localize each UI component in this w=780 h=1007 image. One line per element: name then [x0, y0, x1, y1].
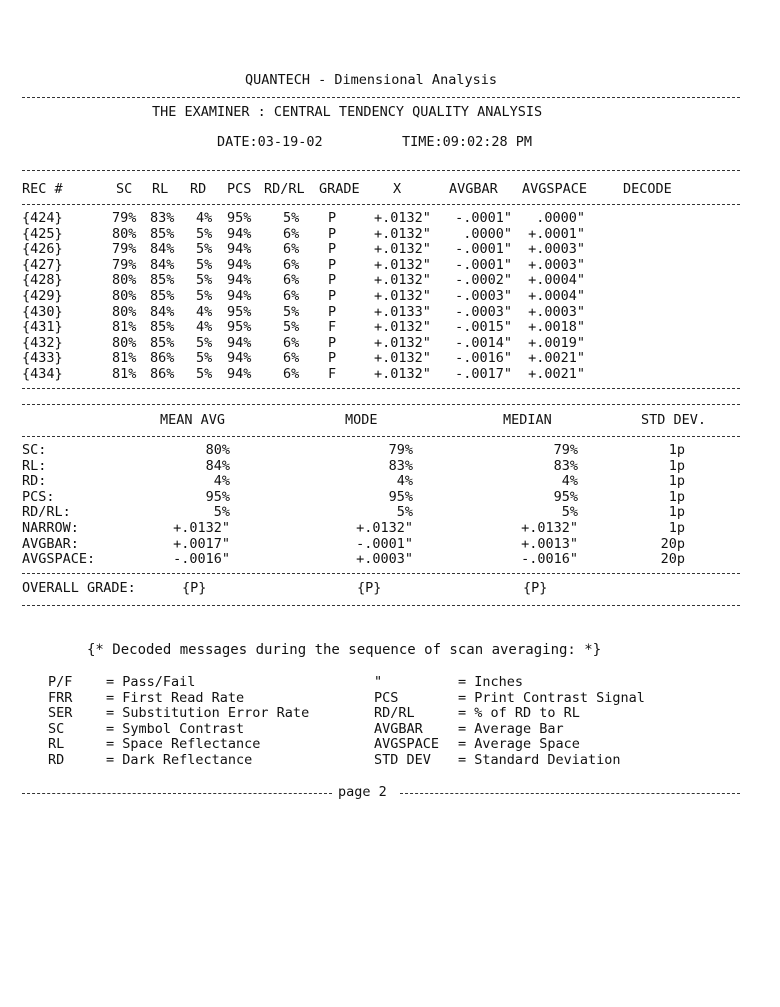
stats-mode: 5% [396, 504, 413, 521]
stats-std: 20p [660, 535, 685, 552]
cell-x: +.0132" [374, 210, 431, 226]
legend-abbr: PCS [374, 689, 399, 706]
stats-label: AVGSPACE: [22, 551, 96, 568]
stats-label: RL: [22, 457, 47, 474]
cell-x: +.0132" [374, 319, 431, 336]
cell-pcs: 94% [227, 256, 252, 273]
stats-mean: 95% [205, 488, 230, 505]
cell-pcs: 94% [227, 241, 252, 258]
cell-rl: 83% [150, 210, 175, 226]
cell-grade: P [328, 256, 337, 273]
divider [22, 573, 740, 574]
cell-rd: 5% [196, 241, 213, 258]
cell-avgspace: +.0003" [528, 303, 585, 320]
cell-pcs: 95% [227, 303, 252, 320]
cell-rdrl: 5% [283, 303, 300, 320]
cell-rl: 85% [150, 288, 175, 304]
cell-rl: 85% [150, 319, 175, 336]
legend-abbr: STD DEV [374, 752, 431, 768]
cell-rd: 5% [196, 272, 213, 289]
table-row [0, 226, 780, 242]
cell-grade: P [328, 272, 337, 289]
cell-rd: 5% [196, 350, 213, 367]
cell-avgbar: -.0017" [455, 366, 512, 382]
cell-avgbar: -.0002" [455, 272, 512, 289]
legend-definition: = Symbol Contrast [106, 720, 245, 737]
stats-row [0, 504, 780, 520]
stats-mean: -.0016" [173, 551, 230, 568]
cell-rl: 84% [150, 303, 175, 320]
rec-id: {434} [22, 366, 63, 382]
stats-std: 1p [668, 504, 685, 521]
legend-abbr: AVGSPACE [374, 736, 440, 753]
cell-pcs: 94% [227, 334, 252, 351]
stats-mode: +.0132" [356, 520, 413, 536]
table-row [0, 335, 780, 351]
divider [22, 436, 740, 437]
legend-abbr: SER [48, 705, 73, 722]
legend [0, 674, 780, 774]
cell-rl: 84% [150, 241, 175, 258]
divider [22, 170, 740, 171]
legend-definition: = Dark Reflectance [106, 752, 253, 768]
cell-pcs: 94% [227, 288, 252, 304]
cell-sc: 80% [112, 303, 137, 320]
cell-x: +.0132" [374, 241, 431, 258]
stats-mode: 4% [396, 473, 413, 490]
cell-rd: 5% [196, 288, 213, 304]
stats-table [0, 442, 780, 572]
cell-rdrl: 6% [283, 334, 300, 351]
cell-x: +.0132" [374, 272, 431, 289]
cell-pcs: 94% [227, 225, 252, 242]
legend-definition: = Pass/Fail [106, 674, 196, 690]
rec-id: {425} [22, 225, 63, 242]
cell-rdrl: 6% [283, 350, 300, 367]
legend-definition: = % of RD to RL [458, 705, 580, 722]
legend-definition: = Substitution Error Rate [106, 705, 310, 722]
cell-rl: 85% [150, 334, 175, 351]
cell-rdrl: 6% [283, 241, 300, 258]
page-number: page 2 [338, 784, 387, 800]
legend-definition: = Standard Deviation [458, 752, 621, 768]
report-date: DATE:03-19-02 [217, 134, 323, 150]
cell-rdrl: 6% [283, 366, 300, 382]
stats-mean: 4% [213, 473, 230, 490]
col-header-rl: RL [152, 181, 169, 197]
stats-median: 4% [561, 473, 578, 490]
stats-label: RD/RL: [22, 504, 71, 521]
cell-x: +.0132" [374, 288, 431, 304]
cell-grade: F [328, 319, 337, 336]
stats-row [0, 489, 780, 505]
stats-row [0, 458, 780, 474]
stats-label: NARROW: [22, 520, 79, 536]
cell-sc: 79% [112, 256, 137, 273]
stats-header [0, 412, 780, 430]
legend-definition: = First Read Rate [106, 689, 245, 706]
cell-x: +.0132" [374, 256, 431, 273]
stats-mean: +.0017" [173, 535, 230, 552]
stats-median: -.0016" [521, 551, 578, 568]
divider [22, 97, 740, 98]
overall-grade-mean: {P} [182, 580, 207, 596]
cell-rl: 85% [150, 272, 175, 289]
cell-grade: P [328, 303, 337, 320]
rec-id: {426} [22, 241, 63, 258]
cell-avgspace: +.0001" [528, 225, 585, 242]
cell-x: +.0132" [374, 366, 431, 382]
stats-row [0, 520, 780, 536]
cell-sc: 80% [112, 272, 137, 289]
stats-median: +.0132" [521, 520, 578, 536]
cell-pcs: 94% [227, 350, 252, 367]
rec-id: {428} [22, 272, 63, 289]
rec-id: {430} [22, 303, 63, 320]
stats-mode: +.0003" [356, 551, 413, 568]
cell-sc: 81% [112, 350, 137, 367]
cell-grade: P [328, 210, 337, 226]
stats-median: 79% [553, 442, 578, 458]
cell-avgbar: -.0014" [455, 334, 512, 351]
cell-pcs: 95% [227, 210, 252, 226]
stats-std: 1p [668, 442, 685, 458]
report-subtitle: THE EXAMINER : CENTRAL TENDENCY QUALITY ANALYSIS [152, 104, 543, 120]
cell-rd: 5% [196, 225, 213, 242]
records-header [0, 181, 780, 199]
cell-x: +.0132" [374, 225, 431, 242]
cell-avgspace: +.0004" [528, 288, 585, 304]
stats-median: 5% [561, 504, 578, 521]
cell-rl: 86% [150, 350, 175, 367]
cell-pcs: 94% [227, 272, 252, 289]
stats-std: 1p [668, 457, 685, 474]
stats-row [0, 442, 780, 458]
footer [22, 784, 740, 804]
cell-sc: 80% [112, 288, 137, 304]
divider [22, 404, 740, 405]
stats-mean: 84% [205, 457, 230, 474]
rec-id: {431} [22, 319, 63, 336]
legend-abbr: P/F [48, 674, 73, 690]
rec-id: {424} [22, 210, 63, 226]
divider [22, 204, 740, 205]
cell-rdrl: 6% [283, 256, 300, 273]
table-row [0, 272, 780, 288]
cell-sc: 80% [112, 225, 137, 242]
cell-rd: 4% [196, 303, 213, 320]
cell-avgspace: +.0019" [528, 334, 585, 351]
col-header-avgbar: AVGBAR [449, 181, 498, 197]
cell-pcs: 95% [227, 319, 252, 336]
cell-avgbar: -.0003" [455, 288, 512, 304]
stats-label: RD: [22, 473, 47, 490]
stats-label: AVGBAR: [22, 535, 79, 552]
stats-mean: +.0132" [173, 520, 230, 536]
stats-label: SC: [22, 442, 47, 458]
cell-avgbar: -.0015" [455, 319, 512, 336]
cell-rdrl: 5% [283, 210, 300, 226]
cell-sc: 79% [112, 210, 137, 226]
cell-rd: 5% [196, 334, 213, 351]
cell-x: +.0132" [374, 350, 431, 367]
legend-abbr: FRR [48, 689, 73, 706]
legend-definition: = Average Bar [458, 720, 564, 737]
cell-avgspace: +.0018" [528, 319, 585, 336]
cell-grade: P [328, 350, 337, 367]
legend-heading: {* Decoded messages during the sequence of scan averaging: *} [87, 642, 602, 658]
table-row [0, 304, 780, 320]
cell-rdrl: 6% [283, 272, 300, 289]
legend-abbr: RL [48, 736, 65, 753]
col-header-avgspace: AVGSPACE [522, 181, 588, 197]
col-header-x: X [393, 181, 402, 197]
cell-sc: 79% [112, 241, 137, 258]
cell-avgbar: -.0016" [455, 350, 512, 367]
legend-abbr: RD/RL [374, 705, 415, 722]
rec-id: {427} [22, 256, 63, 273]
stats-mode: 79% [388, 442, 413, 458]
cell-pcs: 94% [227, 366, 252, 382]
legend-abbr: " [374, 674, 383, 690]
stats-median: 95% [553, 488, 578, 505]
overall-grade-row [0, 580, 780, 598]
cell-rd: 4% [196, 319, 213, 336]
cell-avgspace: .0000" [536, 210, 585, 226]
stats-mode: 95% [388, 488, 413, 505]
stats-mean: 5% [213, 504, 230, 521]
cell-avgbar: -.0001" [455, 256, 512, 273]
cell-avgspace: +.0004" [528, 272, 585, 289]
rec-id: {432} [22, 334, 63, 351]
col-header-rec: REC # [22, 181, 63, 197]
rec-id: {429} [22, 288, 63, 304]
report-title: QUANTECH - Dimensional Analysis [245, 72, 497, 88]
report-time: TIME:09:02:28 PM [402, 134, 533, 150]
table-row [0, 350, 780, 366]
cell-x: +.0132" [374, 334, 431, 351]
records-table [0, 210, 780, 385]
cell-rl: 84% [150, 256, 175, 273]
cell-rl: 86% [150, 366, 175, 382]
stats-std: 1p [668, 473, 685, 490]
cell-avgbar: -.0001" [455, 241, 512, 258]
overall-grade-median: {P} [523, 580, 548, 596]
col-header-rd: RD [190, 181, 207, 197]
cell-sc: 80% [112, 334, 137, 351]
cell-sc: 81% [112, 319, 137, 336]
cell-grade: P [328, 225, 337, 242]
table-row [0, 210, 780, 226]
stats-median: 83% [553, 457, 578, 474]
cell-avgspace: +.0003" [528, 256, 585, 273]
cell-rd: 5% [196, 366, 213, 382]
cell-rdrl: 6% [283, 288, 300, 304]
cell-grade: P [328, 288, 337, 304]
cell-rdrl: 6% [283, 225, 300, 242]
stats-header-std: STD DEV. [641, 412, 707, 428]
legend-abbr: SC [48, 720, 65, 737]
overall-grade-label: OVERALL GRADE: [22, 580, 136, 596]
stats-row [0, 551, 780, 567]
stats-label: PCS: [22, 488, 55, 505]
legend-abbr: RD [48, 752, 65, 768]
cell-x: +.0133" [374, 303, 431, 320]
stats-median: +.0013" [521, 535, 578, 552]
divider [22, 605, 740, 606]
stats-mode: -.0001" [356, 535, 413, 552]
stats-std: 1p [668, 488, 685, 505]
cell-rd: 5% [196, 256, 213, 273]
stats-row [0, 536, 780, 552]
cell-avgspace: +.0021" [528, 366, 585, 382]
overall-grade-mode: {P} [357, 580, 382, 596]
legend-definition: = Space Reflectance [106, 736, 261, 753]
legend-definition: = Average Space [458, 736, 580, 753]
stats-header-mean: MEAN AVG [160, 412, 226, 428]
col-header-pcs: PCS [227, 181, 252, 197]
legend-definition: = Print Contrast Signal [458, 689, 645, 706]
legend-definition: = Inches [458, 674, 524, 690]
cell-avgspace: +.0021" [528, 350, 585, 367]
cell-grade: P [328, 241, 337, 258]
cell-rl: 85% [150, 225, 175, 242]
cell-rdrl: 5% [283, 319, 300, 336]
cell-avgbar: .0000" [463, 225, 512, 242]
cell-grade: P [328, 334, 337, 351]
col-header-sc: SC [116, 181, 133, 197]
stats-std: 20p [660, 551, 685, 568]
stats-header-mode: MODE [345, 412, 378, 428]
col-header-grade: GRADE [319, 181, 360, 197]
divider [22, 388, 740, 389]
cell-grade: F [328, 366, 337, 382]
cell-avgspace: +.0003" [528, 241, 585, 258]
col-header-rdrl: RD/RL [264, 181, 305, 197]
stats-row [0, 473, 780, 489]
table-row [0, 257, 780, 273]
col-header-decode: DECODE [623, 181, 672, 197]
stats-header-median: MEDIAN [503, 412, 552, 428]
stats-mode: 83% [388, 457, 413, 474]
table-row [0, 241, 780, 257]
table-row [0, 288, 780, 304]
cell-avgbar: -.0003" [455, 303, 512, 320]
table-row [0, 366, 780, 382]
cell-rd: 4% [196, 210, 213, 226]
stats-std: 1p [668, 520, 685, 536]
rec-id: {433} [22, 350, 63, 367]
cell-sc: 81% [112, 366, 137, 382]
legend-abbr: AVGBAR [374, 720, 423, 737]
cell-avgbar: -.0001" [455, 210, 512, 226]
table-row [0, 319, 780, 335]
stats-mean: 80% [205, 442, 230, 458]
